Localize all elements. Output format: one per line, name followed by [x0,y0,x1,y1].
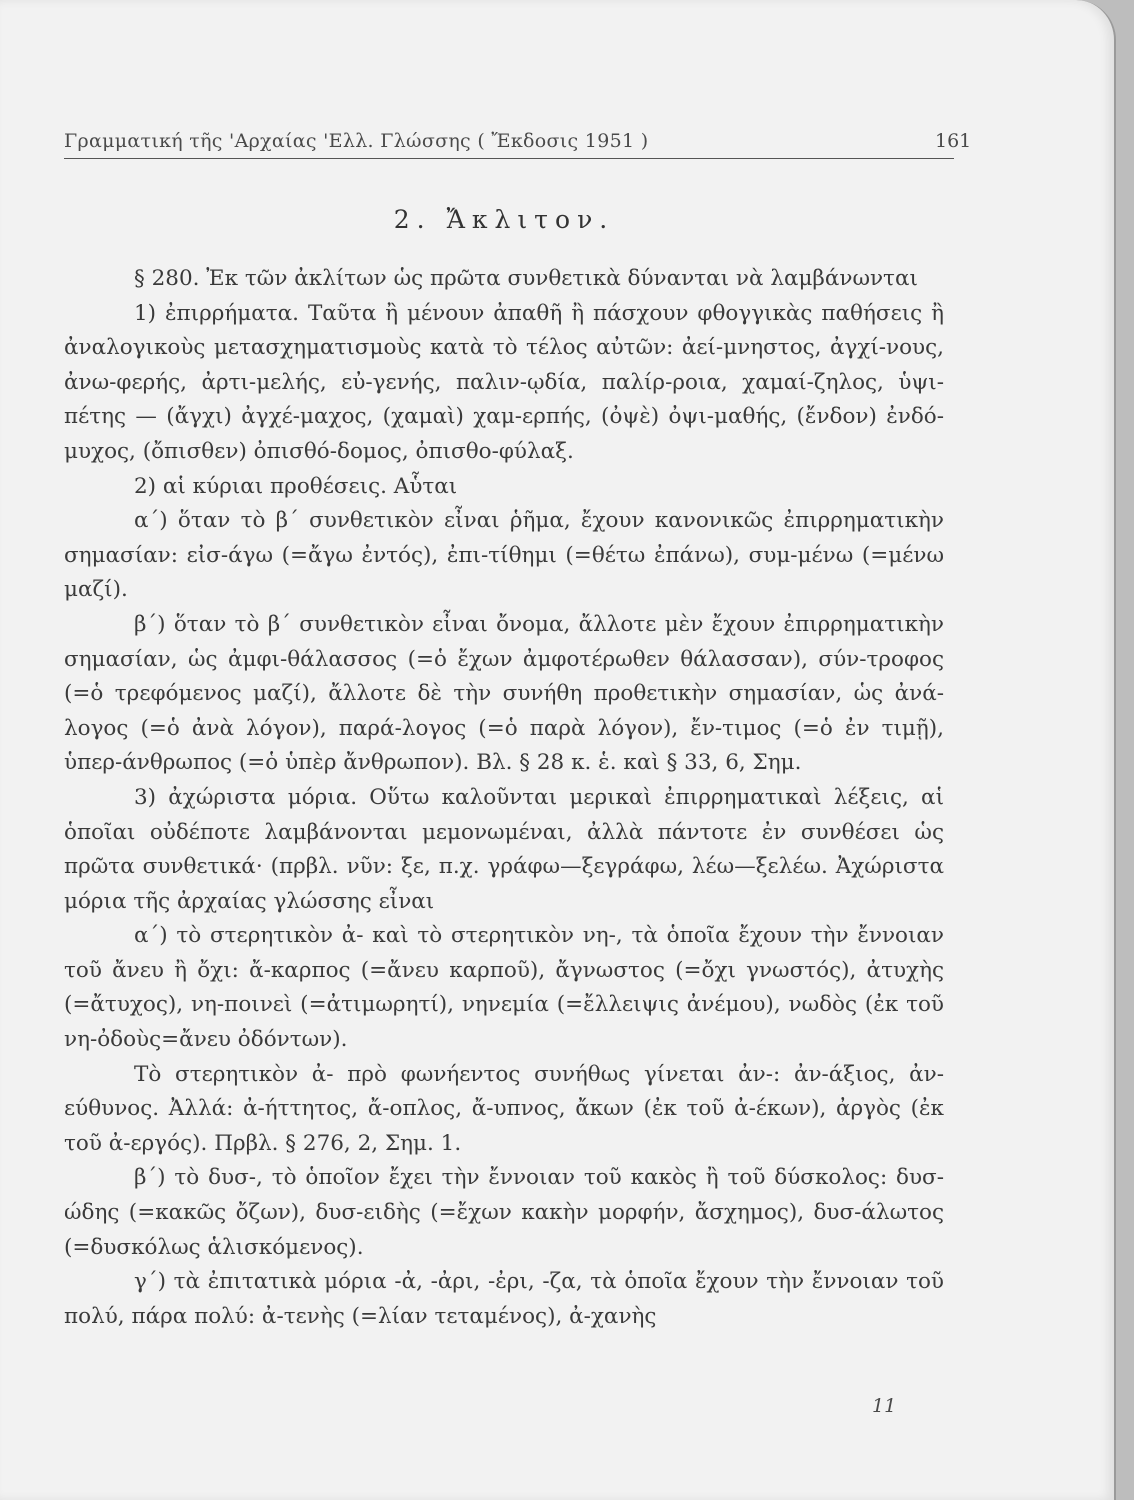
section-heading: 2. Ἄκλιτον. [393,205,615,234]
running-title: Γραμματική τῆς 'Αρχαίας 'Ελλ. Γλώσσης ( Ἔκδοσις 1951 ) [64,130,954,159]
signature-mark: 11 [872,1395,897,1417]
paragraph-privative-note: Τὸ στερητικὸν ἀ- πρὸ φωνήεντος συνήθως γίνεται ἀν-: ἀν-άξιος, ἀν-εύθυνος. Ἀλλά: ἀ-ήττητος, ἄ-οπλος, ἄ-υπνος, ἄκων (ἐκ τοῦ ἀ-έκων), ἀργὸς (ἐκ τοῦ ἀ-εργός). Πρβλ. § 276, 2, Σημ. 1. [64,1061,944,1156]
paragraph-privative: α΄) τὸ στερητικὸν ἀ- καὶ τὸ στερητικὸν νη-, τὰ ὁποῖα ἔχουν τὴν ἔννοιαν τοῦ ἄνευ ἢ ὄχι: ἄ-καρπος (=ἄνευ καρποῦ), ἄγνωστος (=ὄχι γνωστός), ἀτυχὴς (=ἄτυχος), νη-ποινεὶ (=ἀτιμωρητί), νηνεμία (=ἔλλειψις ἀνέμου), νωδὸς (ἐκ τοῦ νη-ὀδοὺς=ἄνευ ὀδόντων). [64,923,944,1053]
body-text [64,262,944,1334]
paragraph-dys: β΄) τὸ δυσ-, τὸ ὁποῖον ἔχει τὴν ἔννοιαν τοῦ κακὸς ἢ τοῦ δύσκολος: δυσ-ώδης (=κακῶς ὄζων), δυσ-ειδὴς (=ἔχων κακὴν μορφήν, ἄσχημος), δυσ-άλωτος (=δυσκόλως ἁλισκόμενος). [64,1165,944,1260]
page-number: 161 [935,130,972,152]
paragraph-prep-a: α΄) ὅταν τὸ β΄ συνθετικὸν εἶναι ῥῆμα, ἔχουν κανονικῶς ἐπιρρηματικὴν σημασίαν: εἰσ-άγω (=ἄγω ἐντός), ἐπι-τίθημι (=θέτω ἐπάνω), συμ-μένω (=μένω μαζί). [64,508,944,603]
paragraph-280: § 280. Ἐκ τῶν ἀκλίτων ὡς πρῶτα συνθετικὰ δύνανται νὰ λαμβάνωνται [134,266,918,291]
paragraph-adverbs: 1) ἐπιρρήματα. Ταῦτα ἢ μένουν ἀπαθῆ ἢ πάσχουν φθογγικὰς παθήσεις ἢ ἀναλογικοὺς μετασχηματισμοὺς κατὰ τὸ τέλος αὐτῶν: ἀεί-μνηστος, ἀγχί-νους, ἀνω-φερής, ἀρτι-μελής, εὐ-γενής, παλιν-ῳδία, παλίρ-ροια, χαμαί-ζηλος, ὑψι-πέτης — (ἄγχι) ἀγχέ-μαχος, (χαμαὶ) χαμ-ερπής, (ὀψὲ) ὀψι-μαθής, (ἔνδον) ἐνδό-μυχος, (ὄπισθεν) ὀπισθό-δομος, ὀπισθο-φύλαξ. [64,300,944,464]
paragraph-intensive: γ΄) τὰ ἐπιτατικὰ μόρια -ἀ, -ἀρι, -ἐρι, -ζα, τὰ ὁποῖα ἔχουν τὴν ἔννοιαν τοῦ πολύ, πάρα πολύ: ἀ-τενὴς (=λίαν τεταμένος), ἀ-χανὴς [64,1269,944,1329]
paragraph-prep-b: β΄) ὅταν τὸ β΄ συνθετικὸν εἶναι ὄνομα, ἄλλοτε μὲν ἔχουν ἐπιρρηματικὴν σημασίαν, ὡς ἀμφι-θάλασσος (=ὁ ἔχων ἀμφοτέρωθεν θάλασσαν), σύν-τροφος (=ὁ τρεφόμενος μαζί), ἄλλοτε δὲ τὴν συνήθη προθετικὴν σημασίαν, ὡς ἀνά-λογος (=ὁ ἀνὰ λόγον), παρά-λογος (=ὁ παρὰ λόγον), ἔν-τιμος (=ὁ ἐν τιμῇ), ὑπερ-άνθρωπος (=ὁ ὑπὲρ ἄνθρωπον). Βλ. § 28 κ. ἑ. καὶ § 33, 6, Σημ. [64,611,944,776]
paragraph-inseparable: 3) ἀχώριστα μόρια. Οὕτω καλοῦνται μερικαὶ ἐπιρρηματικαὶ λέξεις, αἱ ὁποῖαι οὐδέποτε λαμβάνονται μεμονωμέναι, ἀλλὰ πάντοτε ἐν συνθέσει ὡς πρῶτα συνθετικά· (πρβλ. νῦν: ξε, π.χ. γράφω—ξεγράφω, λέω—ξελέω. Ἀχώριστα μόρια τῆς ἀρχαίας γλώσσης εἶναι [64,784,944,914]
paragraph-prepositions: 2) αἱ κύριαι προθέσεις. Αὗται [134,473,458,499]
